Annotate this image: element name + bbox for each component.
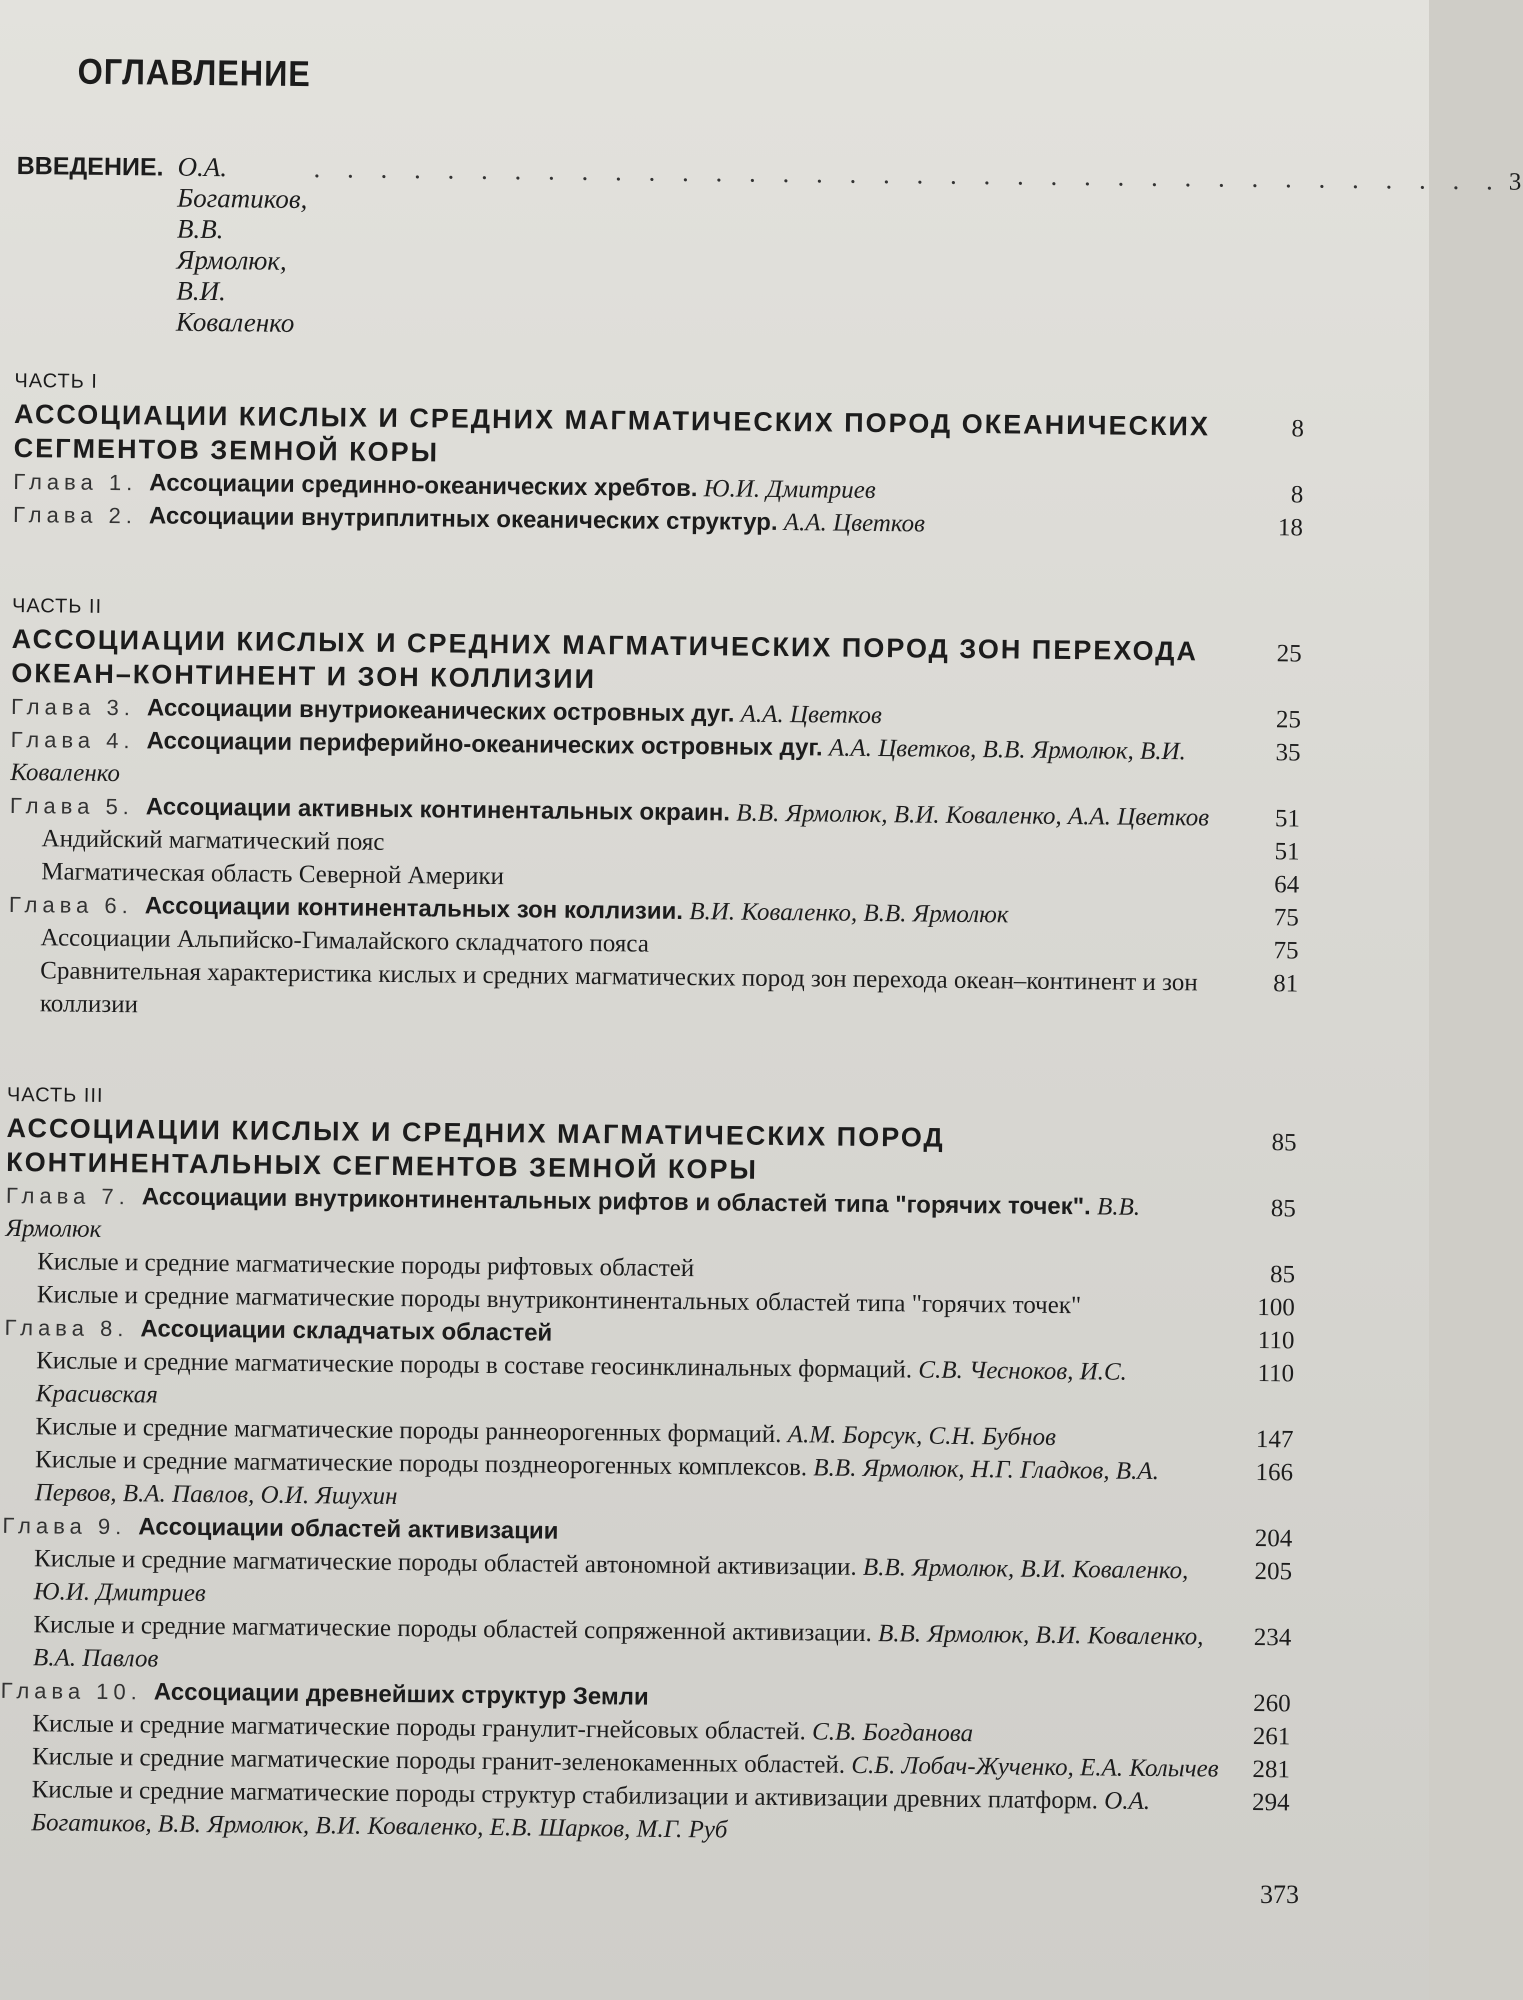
entry-text: [33, 1608, 1232, 1687]
chapter-label: Глава 3.: [10, 693, 136, 721]
entry-title: Ассоциации областей активизации: [138, 1513, 559, 1545]
chapter-label: Глава 9.: [2, 1512, 127, 1540]
part-page: 25: [1276, 640, 1302, 668]
entry-page: 110: [1257, 1327, 1295, 1355]
entry-page: 64: [1274, 871, 1300, 899]
chapter-label: Глава 2.: [12, 501, 138, 529]
entry-title: Ассоциации срединно-океанических хребтов.: [149, 469, 698, 503]
entry-page: 260: [1253, 1690, 1291, 1718]
entry-authors: С.В. Богданова: [811, 1718, 974, 1748]
chapter-label: Глава 7.: [5, 1182, 130, 1210]
entry-authors: В.И. Коваленко, В.В. Ярмолюк: [689, 898, 1009, 929]
entry-page: 51: [1274, 805, 1301, 833]
part-page: 8: [1291, 415, 1305, 443]
entry-title: Ассоциации складчатых областей: [140, 1315, 553, 1347]
entry-title: Ассоциации Альпийско-Гималайского складчатого пояса: [40, 924, 650, 958]
entry-title: Ассоциации древнейших структур Земли: [153, 1678, 649, 1711]
chapter-label: Глава 6.: [8, 891, 133, 919]
entry-title: Кислые и средние магматические породы гранит-зеленокаменных областей.: [31, 1743, 846, 1779]
entry-title: Ассоциации континентальных зон коллизии.: [144, 892, 684, 926]
entry-title: Ассоциации внутриконтинентальных рифтов и областей типа "горячих точек".: [141, 1183, 1091, 1221]
part-label: ЧАСТЬ I: [14, 369, 99, 393]
entry-page: 8: [1290, 481, 1304, 509]
entry-authors: В.В. Ярмолюк, В.И. Коваленко, А.А. Цветков: [736, 799, 1210, 832]
entry-authors: С.Б. Лобач-Жученко, Е.А. Колычев: [851, 1751, 1219, 1783]
part-label: ЧАСТЬ II: [11, 594, 103, 618]
entry-title: Кислые и средние магматические породы гранулит-гнейсовых областей.: [32, 1710, 807, 1746]
chapter-label: Глава 8.: [4, 1314, 129, 1342]
part-label: ЧАСТЬ III: [6, 1083, 104, 1107]
entry-page: 281: [1252, 1756, 1291, 1784]
part-title-row: [14, 393, 1305, 479]
entry-page: 85: [1270, 1195, 1296, 1223]
part-title-row: [11, 618, 1302, 704]
entry-title: Ассоциации периферийно-океанических островных дуг.: [146, 727, 823, 762]
entry-text: [34, 1542, 1233, 1621]
entry-page: 204: [1254, 1525, 1293, 1553]
entry-page: 100: [1257, 1294, 1295, 1322]
part-title: АССОЦИАЦИИ КИСЛЫХ И СРЕДНИХ МАГМАТИЧЕСКИХ ПОРОД ОКЕАНИЧЕСКИХ СЕГМЕНТОВ ЗЕМНОЙ КОРЫ: [13, 398, 1211, 468]
chapter-label: Глава 1.: [13, 468, 138, 496]
entry-title: Кислые и средние магматические породы раннеорогенных формаций.: [35, 1413, 782, 1449]
entry-text: [36, 1344, 1235, 1423]
entry-authors: А.А. Цветков: [783, 509, 926, 538]
entry-title: Кислые и средние магматические породы областей сопряженной активизации.: [33, 1611, 872, 1648]
entry-title: Кислые и средние магматические породы позднеорогенных комплексов.: [34, 1446, 808, 1482]
entry-authors: А.М. Борсук, С.Н. Бубнов: [787, 1421, 1057, 1451]
entry-title: Кислые и средние магматические породы в составе геосинклинальных формаций.: [36, 1347, 913, 1384]
page-title: ОГЛАВЛЕНИЕ: [77, 50, 312, 95]
entry-page: 147: [1255, 1426, 1294, 1454]
entry-title: Ассоциации внутриокеанических островных дуг.: [146, 694, 735, 728]
entry-title: Кислые и средние магматические породы структур стабилизации и активизации древних платформ.: [31, 1776, 1099, 1815]
entry-title: Кислые и средние магматические породы областей автономной активизации.: [33, 1545, 857, 1581]
entry-page: 261: [1252, 1723, 1291, 1751]
entry-text: [35, 1443, 1234, 1522]
page-number: 373: [1260, 1880, 1299, 1909]
entry-page: 166: [1255, 1459, 1294, 1487]
part-page: 85: [1271, 1129, 1297, 1157]
entry-page: 51: [1274, 838, 1300, 866]
entry-authors: В.В. Ярмолюк, Н.Г. Гладков, В.А. Первов, В.А. Павлов, О.И. Яшухин: [34, 1454, 1160, 1511]
entry-text: [40, 954, 1239, 1033]
entry-authors: В.В. Ярмолюк, В.И. Коваленко, Ю.И. Дмитриев: [33, 1553, 1189, 1608]
chapter-label: Глава 5.: [9, 792, 134, 820]
entry-page: 81: [1273, 970, 1299, 998]
intro-authors: О.А. Богатиков, В.В. Ярмолюк, В.И. Коваленко: [175, 151, 308, 338]
entry-page: 85: [1269, 1261, 1296, 1289]
entry-authors: А.А. Цветков: [740, 700, 882, 730]
intro-lead: ВВЕДЕНИЕ.: [16, 151, 164, 182]
toc-sheet: [0, 40, 1522, 1852]
entry-page: 75: [1273, 904, 1300, 932]
entry-page: 234: [1253, 1624, 1292, 1652]
entry-authors: Ю.И. Дмитриев: [703, 475, 876, 505]
part-title: АССОЦИАЦИИ КИСЛЫХ И СРЕДНИХ МАГМАТИЧЕСКИХ ПОРОД КОНТИНЕНТАЛЬНЫХ СЕГМЕНТОВ ЗЕМНОЙ КОРЫ: [6, 1112, 945, 1185]
section-entry: [0, 1773, 1290, 1853]
entry-authors: А.А. Цветков, В.В. Ярмолюк, В.И. Коваленко: [10, 734, 1187, 788]
entry-title: Кислые и средние магматические породы внутриконтинентальных областей типа "горячих точек": [36, 1281, 1082, 1320]
entry-title: Сравнительная характеристика кислых и средних магматических пород зон перехода океан–континент и зон коллизии: [39, 957, 1198, 1019]
part-title-row: [6, 1107, 1297, 1193]
entry-page: 35: [1275, 739, 1301, 767]
chapter-label: Глава 4.: [10, 726, 135, 754]
entry-title: Андийский магматический пояс: [41, 825, 385, 856]
part-title: АССОЦИАЦИИ КИСЛЫХ И СРЕДНИХ МАГМАТИЧЕСКИХ ПОРОД ЗОН ПЕРЕХОДА ОКЕАН–КОНТИНЕНТ И ЗОН КОЛЛИЗИИ: [11, 623, 1199, 695]
entry-title: Кислые и средние магматические породы рифтовых областей: [37, 1248, 695, 1283]
entry-page: 205: [1254, 1558, 1293, 1586]
entry-title: Магматическая область Северной Америки: [41, 858, 505, 891]
section-entry: [8, 954, 1299, 1034]
entry-page: 110: [1257, 1360, 1295, 1388]
entry-page: 294: [1251, 1789, 1290, 1817]
intro-page: 3: [1508, 168, 1522, 196]
dot-leader: . . . . . . . . . . . . . . . . . . . . . . . . . . . . . . . . . . . .: [313, 153, 1503, 196]
entry-title: Ассоциации внутриплитных океанических структур.: [148, 502, 778, 536]
entry-page: 25: [1275, 706, 1302, 734]
entry-authors: С.В. Чесноков, И.С. Красивская: [35, 1356, 1128, 1409]
toc-intro-row: [15, 150, 1522, 349]
entry-authors: О.А. Богатиков, В.В. Ярмолюк, В.И. Коваленко, Е.В. Шарков, М.Г. Руб: [31, 1787, 1151, 1844]
toc-parts: [0, 336, 1305, 1852]
entry-authors: В.В. Ярмолюк: [5, 1193, 1141, 1243]
chapter-label: Глава 10.: [0, 1677, 142, 1705]
entry-page: 18: [1277, 514, 1304, 542]
entry-text: [31, 1773, 1230, 1852]
entry-page: 75: [1273, 937, 1299, 965]
entry-title: Ассоциации активных континентальных окраин.: [145, 793, 731, 827]
entry-authors: В.В. Ярмолюк, В.И. Коваленко, В.А. Павлов: [32, 1620, 1204, 1673]
